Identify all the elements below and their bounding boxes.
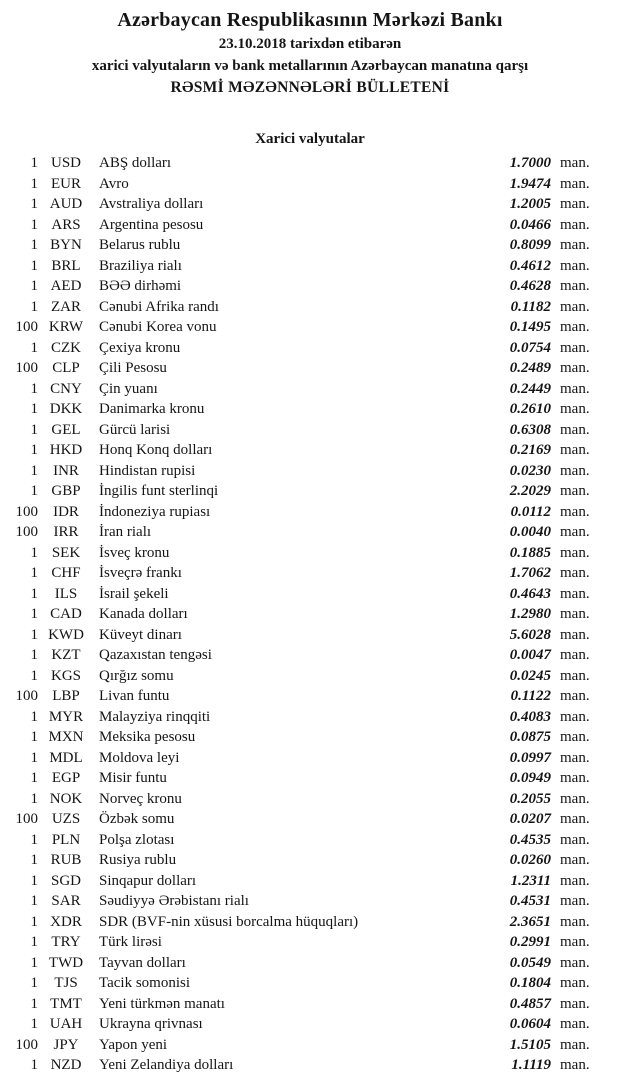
currency-name: Özbək somu	[99, 811, 175, 827]
currency-code: BYN	[50, 237, 82, 253]
currency-code: TRY	[51, 934, 81, 950]
table-row	[0, 256, 598, 277]
currency-unit: man.	[560, 729, 590, 745]
currency-rate: 1.5105	[509, 1036, 551, 1053]
currency-quantity: 1	[30, 585, 38, 602]
currency-name: Norveç kronu	[99, 790, 182, 807]
currency-unit: man.	[560, 831, 590, 848]
currency-rate: 0.4628	[509, 278, 551, 294]
table-row	[0, 174, 598, 195]
table-row	[0, 994, 598, 1015]
currency-name: Hindistan rupisi	[99, 462, 196, 479]
currency-unit: man.	[560, 1016, 590, 1032]
currency-code: KRW	[48, 319, 84, 335]
currency-name: Sinqapur dolları	[99, 872, 197, 889]
currency-quantity: 1	[30, 667, 38, 684]
currency-quantity: 1	[30, 196, 38, 212]
currency-quantity: 1	[30, 442, 38, 458]
currency-quantity: 1	[30, 278, 38, 294]
currency-rate: 1.2005	[509, 196, 551, 212]
currency-unit: man.	[560, 524, 590, 540]
currency-code: CLP	[52, 360, 80, 376]
currency-rate: 0.0754	[509, 339, 551, 356]
table-row	[0, 399, 598, 420]
currency-quantity: 1	[30, 237, 38, 253]
currency-name: Avstraliya dolları	[99, 196, 204, 212]
currency-name: Tayvan dolları	[99, 954, 186, 971]
currency-code: BRL	[51, 257, 81, 274]
bulletin-title: RƏSMİ MƏZƏNNƏLƏRİ BÜLLETENİ	[170, 79, 450, 96]
currency-unit: man.	[560, 934, 590, 950]
currency-name: İndoneziya rupiası	[99, 503, 211, 520]
currency-quantity: 1	[30, 626, 38, 643]
currency-name: Səudiyyə Ərəbistanı rialı	[99, 893, 249, 909]
currency-rate: 0.1804	[509, 975, 551, 991]
currency-code: ARS	[51, 216, 81, 233]
currency-unit: man.	[560, 175, 590, 192]
currency-quantity: 1	[30, 647, 38, 663]
currency-name: Küveyt dinarı	[99, 626, 182, 643]
currency-unit: man.	[560, 770, 590, 786]
currency-name: SDR (BVF-nin xüsusi borcalma hüquqları)	[99, 913, 359, 930]
currency-unit: man.	[560, 483, 590, 499]
currency-rate: 0.2055	[509, 790, 551, 807]
currency-code: JPY	[53, 1036, 79, 1053]
currency-code: CZK	[51, 339, 81, 356]
table-row	[0, 1035, 598, 1056]
currency-code: IRR	[53, 524, 79, 540]
currency-code: EGP	[51, 770, 81, 786]
currency-quantity: 1	[30, 852, 38, 868]
currency-quantity: 1	[30, 339, 38, 356]
currency-unit: man.	[560, 1057, 590, 1073]
currency-rate: 2.3651	[509, 913, 551, 930]
bank-title: Azərbaycan Respublikasının Mərkəzi Bankı	[117, 9, 503, 31]
currency-code: MYR	[48, 708, 84, 725]
currency-rate: 0.0875	[509, 729, 551, 745]
currency-name: Livan funtu	[99, 688, 170, 704]
currency-unit: man.	[560, 893, 590, 909]
currency-name: Rusiya rublu	[99, 852, 177, 868]
table-row	[0, 932, 598, 953]
table-row	[0, 666, 598, 687]
table-row	[0, 379, 598, 400]
currency-unit: man.	[560, 360, 590, 376]
currency-unit: man.	[560, 380, 590, 397]
currency-quantity: 1	[30, 1057, 38, 1073]
currency-name: Belarus rublu	[99, 237, 181, 253]
table-row	[0, 502, 598, 523]
table-row	[0, 604, 598, 625]
currency-unit: man.	[560, 749, 590, 766]
currency-quantity: 100	[15, 503, 38, 520]
currency-code: SGD	[50, 872, 81, 889]
currency-quantity: 1	[30, 298, 38, 315]
currency-code: UZS	[51, 811, 81, 827]
table-row	[0, 789, 598, 810]
currency-code: KGS	[50, 667, 81, 684]
currency-code: XDR	[50, 913, 82, 930]
document-header	[0, 0, 620, 99]
table-row	[0, 973, 598, 994]
table-row	[0, 461, 598, 482]
currency-unit: man.	[560, 647, 590, 663]
currency-code: LBP	[52, 688, 80, 704]
table-row	[0, 953, 598, 974]
table-row	[0, 1055, 598, 1076]
table-row	[0, 358, 598, 379]
currency-quantity: 1	[30, 606, 38, 622]
currency-rate: 0.8099	[509, 237, 551, 253]
currency-code: AUD	[49, 196, 83, 212]
currency-unit: man.	[560, 257, 590, 274]
currency-name: İran rialı	[99, 524, 152, 540]
table-row	[0, 727, 598, 748]
currency-quantity: 1	[30, 216, 38, 233]
currency-quantity: 1	[30, 155, 38, 171]
table-row	[0, 891, 598, 912]
currency-code: ILS	[54, 585, 78, 602]
currency-unit: man.	[560, 216, 590, 233]
table-row	[0, 645, 598, 666]
currency-code: GBP	[51, 483, 81, 499]
currency-rate: 0.0549	[509, 954, 551, 971]
currency-unit: man.	[560, 339, 590, 356]
currency-rate: 0.2489	[509, 360, 551, 376]
currency-quantity: 100	[15, 1036, 38, 1053]
currency-rate: 0.6308	[509, 421, 551, 438]
currency-unit: man.	[560, 196, 590, 212]
currency-quantity: 100	[15, 360, 38, 376]
currency-code: ZAR	[51, 298, 81, 315]
currency-unit: man.	[560, 995, 590, 1012]
currency-code: KWD	[48, 626, 84, 643]
currency-unit: man.	[560, 975, 590, 991]
currency-unit: man.	[560, 811, 590, 827]
currency-quantity: 1	[30, 975, 38, 991]
rates-table	[0, 153, 620, 1076]
currency-name: Tacik somonisi	[99, 975, 191, 991]
currency-code: TWD	[48, 954, 84, 971]
currency-unit: man.	[560, 708, 590, 725]
currency-quantity: 1	[30, 708, 38, 725]
table-row	[0, 850, 598, 871]
scope-line: xarici valyutaların və bank metallarının Azərbaycan manatına qarşı	[91, 58, 529, 74]
table-row	[0, 481, 598, 502]
currency-quantity: 1	[30, 380, 38, 397]
table-row	[0, 625, 598, 646]
currency-name: Honq Konq dolları	[99, 442, 213, 458]
currency-code: DKK	[49, 401, 83, 417]
currency-rate: 0.0949	[509, 770, 551, 786]
currency-name: Çin yuanı	[99, 380, 158, 397]
table-row	[0, 584, 598, 605]
currency-unit: man.	[560, 1036, 590, 1053]
currency-unit: man.	[560, 278, 590, 294]
currency-quantity: 1	[30, 770, 38, 786]
currency-name: Danimarka kronu	[99, 401, 205, 417]
currency-code: KZT	[51, 647, 81, 663]
table-row	[0, 686, 598, 707]
currency-unit: man.	[560, 319, 590, 335]
currency-unit: man.	[560, 585, 590, 602]
currency-quantity: 1	[30, 995, 38, 1012]
currency-name: Gürcü larisi	[99, 421, 171, 438]
currency-code: HKD	[49, 442, 83, 458]
currency-rate: 0.1885	[509, 544, 551, 561]
table-row	[0, 420, 598, 441]
currency-rate: 0.0260	[509, 852, 551, 868]
currency-code: IDR	[53, 503, 79, 520]
table-row	[0, 707, 598, 728]
section-title-foreign-currencies: Xarici valyutalar	[255, 131, 365, 147]
currency-name: ABŞ dolları	[99, 155, 172, 171]
table-row	[0, 276, 598, 297]
table-row	[0, 215, 598, 236]
currency-quantity: 1	[30, 1016, 38, 1032]
currency-quantity: 1	[30, 401, 38, 417]
table-row	[0, 748, 598, 769]
table-row	[0, 1014, 598, 1035]
currency-unit: man.	[560, 155, 590, 171]
currency-rate: 1.7000	[509, 155, 551, 171]
currency-name: İsveçrə frankı	[99, 565, 182, 581]
table-row	[0, 317, 598, 338]
table-row	[0, 235, 598, 256]
currency-rate: 5.6028	[509, 626, 551, 643]
currency-code: SAR	[51, 893, 81, 909]
currency-quantity: 1	[30, 913, 38, 930]
currency-name: Çili Pesosu	[99, 360, 167, 376]
currency-code: SEK	[51, 544, 81, 561]
currency-name: Avro	[99, 175, 129, 192]
currency-name: İngilis funt sterlinqi	[99, 483, 219, 499]
currency-quantity: 1	[30, 893, 38, 909]
currency-code: USD	[50, 155, 81, 171]
currency-code: CNY	[50, 380, 82, 397]
currency-code: RUB	[50, 852, 82, 868]
currency-name: Çexiya kronu	[99, 339, 181, 356]
currency-unit: man.	[560, 913, 590, 930]
table-row	[0, 194, 598, 215]
currency-code: PLN	[51, 831, 81, 848]
currency-name: Qazaxıstan tengəsi	[99, 647, 212, 663]
currency-unit: man.	[560, 606, 590, 622]
currency-code: CAD	[50, 606, 82, 622]
currency-code: NZD	[50, 1057, 82, 1073]
currency-unit: man.	[560, 954, 590, 971]
currency-code: TJS	[54, 975, 78, 991]
currency-quantity: 1	[30, 483, 38, 499]
currency-rate: 0.1182	[510, 298, 551, 315]
currency-code: NOK	[49, 790, 83, 807]
currency-rate: 0.0604	[509, 1016, 551, 1032]
currency-quantity: 100	[15, 524, 38, 540]
currency-name: Meksika pesosu	[99, 729, 196, 745]
currency-rate: 1.2980	[509, 606, 551, 622]
currency-rate: 0.2169	[509, 442, 551, 458]
currency-name: İsrail şekeli	[99, 585, 169, 602]
currency-quantity: 1	[30, 544, 38, 561]
currency-name: Cənubi Afrika randı	[99, 298, 219, 315]
currency-rate: 1.1119	[511, 1057, 551, 1073]
currency-rate: 0.4083	[509, 708, 551, 725]
currency-unit: man.	[560, 237, 590, 253]
currency-code: AED	[50, 278, 82, 294]
currency-unit: man.	[560, 872, 590, 889]
currency-code: TMT	[50, 995, 82, 1012]
currency-unit: man.	[560, 298, 590, 315]
currency-unit: man.	[560, 565, 590, 581]
currency-unit: man.	[560, 544, 590, 561]
currency-rate: 0.0112	[510, 503, 551, 520]
currency-rate: 1.7062	[509, 565, 551, 581]
currency-quantity: 1	[30, 257, 38, 274]
currency-quantity: 1	[30, 729, 38, 745]
currency-name: BƏƏ dirhəmi	[99, 278, 182, 294]
currency-rate: 1.2311	[510, 872, 551, 889]
currency-quantity: 1	[30, 175, 38, 192]
currency-code: CHF	[51, 565, 81, 581]
currency-code: EUR	[51, 175, 81, 192]
currency-rate: 1.9474	[509, 175, 551, 192]
currency-rate: 0.0047	[509, 647, 551, 663]
currency-name: Türk lirəsi	[99, 934, 162, 950]
currency-rate: 0.4643	[509, 585, 551, 602]
currency-quantity: 1	[30, 790, 38, 807]
currency-name: Cənubi Korea vonu	[99, 319, 217, 335]
currency-quantity: 1	[30, 934, 38, 950]
currency-code: MDL	[49, 749, 83, 766]
currency-rate: 0.0466	[509, 216, 551, 233]
currency-name: Braziliya rialı	[99, 257, 182, 274]
currency-quantity: 1	[30, 831, 38, 848]
currency-quantity: 100	[15, 319, 38, 335]
table-row	[0, 871, 598, 892]
currency-rate: 0.2449	[509, 380, 551, 397]
currency-rate: 0.0207	[509, 811, 551, 827]
currency-rate: 0.2610	[509, 401, 551, 417]
currency-code: GEL	[51, 421, 81, 438]
table-row	[0, 338, 598, 359]
currency-rate: 0.0245	[509, 667, 551, 684]
currency-name: Kanada dolları	[99, 606, 188, 622]
currency-rate: 2.2029	[509, 483, 551, 499]
currency-quantity: 100	[15, 688, 38, 704]
currency-unit: man.	[560, 462, 590, 479]
effective-date-line: 23.10.2018 tarixdən etibarən	[218, 36, 402, 52]
currency-name: Yeni türkmən manatı	[99, 995, 225, 1012]
currency-rate: 0.4612	[509, 257, 551, 274]
currency-unit: man.	[560, 401, 590, 417]
currency-rate: 0.1122	[510, 688, 551, 704]
currency-name: Misir funtu	[99, 770, 167, 786]
currency-name: İsveç kronu	[99, 544, 170, 561]
currency-name: Malayziya rinqqiti	[99, 708, 211, 725]
currency-rate: 0.1495	[509, 319, 551, 335]
currency-unit: man.	[560, 503, 590, 520]
currency-code: UAH	[49, 1016, 83, 1032]
currency-quantity: 1	[30, 462, 38, 479]
table-row	[0, 153, 598, 174]
currency-quantity: 1	[30, 749, 38, 766]
currency-rate: 0.4531	[509, 893, 551, 909]
currency-unit: man.	[560, 688, 590, 704]
currency-name: Ukrayna qrivnası	[99, 1016, 203, 1032]
currency-unit: man.	[560, 421, 590, 438]
currency-rate: 0.0997	[509, 749, 551, 766]
currency-name: Qırğız somu	[99, 667, 174, 684]
currency-name: Yeni Zelandiya dolları	[99, 1057, 234, 1073]
currency-quantity: 1	[30, 421, 38, 438]
table-row	[0, 830, 598, 851]
currency-rate: 0.0230	[509, 462, 551, 479]
table-row	[0, 543, 598, 564]
currency-unit: man.	[560, 790, 590, 807]
currency-rate: 0.0040	[509, 524, 551, 540]
table-row	[0, 297, 598, 318]
table-row	[0, 809, 598, 830]
currency-code: INR	[53, 462, 79, 479]
table-row	[0, 522, 598, 543]
currency-name: Moldova leyi	[99, 749, 180, 766]
currency-rate: 0.4535	[509, 831, 551, 848]
currency-name: Yapon yeni	[99, 1036, 168, 1053]
currency-quantity: 1	[30, 565, 38, 581]
currency-name: Argentina pesosu	[99, 216, 204, 233]
currency-unit: man.	[560, 626, 590, 643]
currency-code: MXN	[48, 729, 84, 745]
currency-quantity: 1	[30, 954, 38, 971]
currency-unit: man.	[560, 667, 590, 684]
currency-unit: man.	[560, 852, 590, 868]
table-row	[0, 563, 598, 584]
currency-rate: 0.2991	[509, 934, 551, 950]
currency-quantity: 100	[15, 811, 38, 827]
currency-unit: man.	[560, 442, 590, 458]
table-row	[0, 912, 598, 933]
currency-quantity: 1	[30, 872, 38, 889]
currency-rate: 0.4857	[509, 995, 551, 1012]
currency-name: Polşa zlotası	[99, 831, 175, 848]
table-row	[0, 440, 598, 461]
table-row	[0, 768, 598, 789]
